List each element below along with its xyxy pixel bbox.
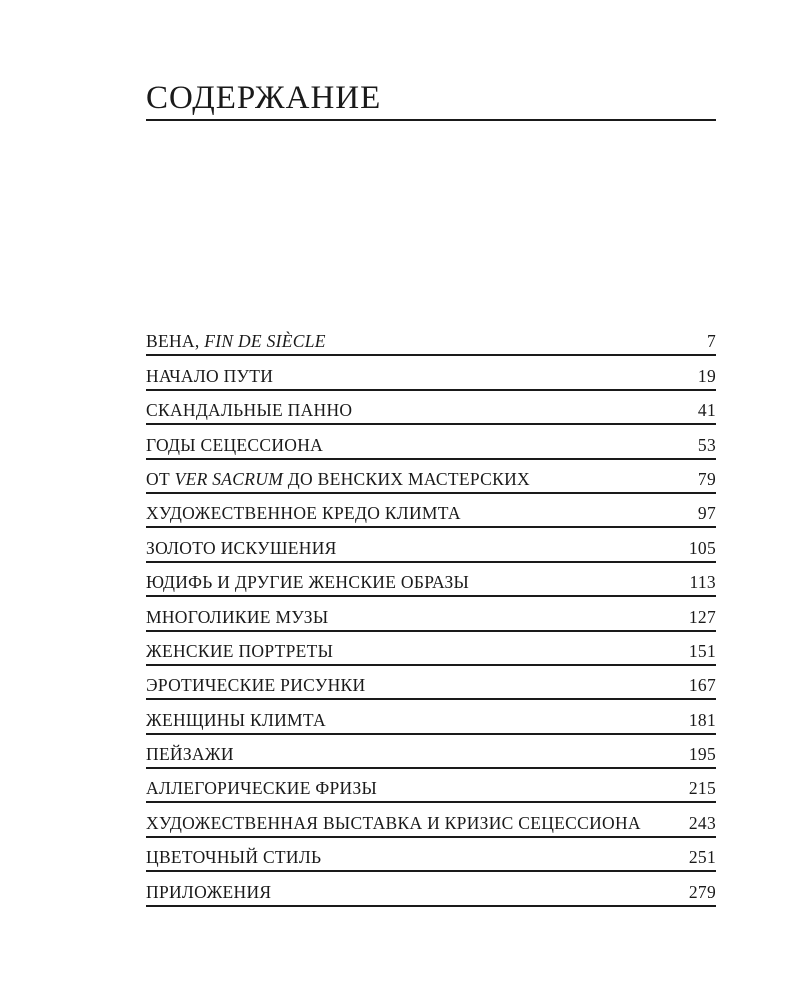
toc-entry-page-number: 79 xyxy=(697,468,716,489)
toc-entry-title xyxy=(146,675,365,696)
toc-entry[interactable] xyxy=(146,597,716,631)
toc-entry-title-part: ЮДИФЬ И ДРУГИЕ ЖЕНСКИЕ ОБРАЗЫ xyxy=(146,572,470,593)
toc-entry-title-part: ЭРОТИЧЕСКИЕ РИСУНКИ xyxy=(146,675,366,696)
toc-entry-title-part: ЗОЛОТО ИСКУШЕНИЯ xyxy=(146,537,337,558)
toc-entry-page-number: 19 xyxy=(697,365,716,386)
toc-entry-title xyxy=(146,847,321,868)
toc-entry-title-italic: FIN DE SIÈCLE xyxy=(204,331,326,352)
toc-entry-page-number: 195 xyxy=(688,744,716,765)
toc-entry-title xyxy=(146,882,271,903)
toc-entry-title-part: ПЕЙЗАЖИ xyxy=(146,744,234,765)
toc-entry[interactable] xyxy=(146,322,716,356)
toc-entry-page-number: 41 xyxy=(697,400,716,421)
toc-entry[interactable] xyxy=(146,632,716,666)
toc-entry-page-number: 105 xyxy=(688,537,716,558)
toc-entry-title-part: ГОДЫ СЕЦЕССИОНА xyxy=(146,434,324,455)
toc-entry-page-number: 243 xyxy=(688,812,716,833)
toc-entry-page-number: 279 xyxy=(688,881,716,902)
toc-entry[interactable] xyxy=(146,528,716,562)
page-title: СОДЕРЖАНИЕ xyxy=(146,82,716,121)
toc-entry[interactable] xyxy=(146,803,716,837)
toc-entry[interactable] xyxy=(146,425,716,459)
toc-entry-title-part: ЖЕНЩИНЫ КЛИМТА xyxy=(146,709,326,730)
toc-entry[interactable] xyxy=(146,460,716,494)
toc-entry-title-part: АЛЛЕГОРИЧЕСКИЕ ФРИЗЫ xyxy=(146,778,378,799)
toc-entry-page-number: 113 xyxy=(689,572,716,593)
toc-entry[interactable] xyxy=(146,735,716,769)
toc-entry-title xyxy=(146,813,641,834)
toc-entry-title-part: ВЕНА, xyxy=(146,331,205,352)
toc-entry[interactable] xyxy=(146,356,716,390)
toc-entry-page-number: 151 xyxy=(688,640,716,661)
toc-entry-page-number: 215 xyxy=(688,778,716,799)
toc-entry-page-number: 53 xyxy=(697,434,716,455)
table-of-contents xyxy=(146,322,716,907)
toc-entry-page-number: 7 xyxy=(706,331,716,352)
toc-entry-title xyxy=(146,400,352,421)
toc-entry[interactable] xyxy=(146,700,716,734)
toc-entry-title-part: ХУДОЖЕСТВЕННОЕ КРЕДО КЛИМТА xyxy=(146,503,461,524)
toc-entry-title xyxy=(146,469,530,490)
toc-entry[interactable] xyxy=(146,391,716,425)
toc-entry-title-part: МНОГОЛИКИЕ МУЗЫ xyxy=(146,606,329,627)
toc-entry-page-number: 181 xyxy=(688,709,716,730)
toc-entry[interactable] xyxy=(146,666,716,700)
toc-entry[interactable] xyxy=(146,563,716,597)
toc-entry-title xyxy=(146,366,273,387)
toc-entry-title xyxy=(146,331,326,352)
toc-entry-title xyxy=(146,503,461,524)
toc-entry-title-part: ЖЕНСКИЕ ПОРТРЕТЫ xyxy=(146,640,334,661)
toc-entry-title xyxy=(146,538,337,559)
toc-entry-title xyxy=(146,641,333,662)
toc-entry[interactable] xyxy=(146,838,716,872)
toc-entry-title-part: ХУДОЖЕСТВЕННАЯ ВЫСТАВКА И КРИЗИС СЕЦЕССИОНА xyxy=(146,812,641,833)
toc-entry-title xyxy=(146,572,469,593)
toc-entry-title-part: ОТ xyxy=(146,468,175,489)
toc-entry-title xyxy=(146,778,377,799)
toc-entry[interactable] xyxy=(146,769,716,803)
toc-entry-page-number: 127 xyxy=(688,606,716,627)
toc-entry-title-italic: VER SACRUM xyxy=(174,468,284,489)
toc-entry-page-number: 251 xyxy=(688,847,716,868)
toc-entry-title-part: ДО ВЕНСКИХ МАСТЕРСКИХ xyxy=(283,468,530,489)
toc-entry[interactable] xyxy=(146,872,716,906)
toc-entry-title-part: СКАНДАЛЬНЫЕ ПАННО xyxy=(146,400,353,421)
toc-entry[interactable] xyxy=(146,494,716,528)
toc-entry-title-part: НАЧАЛО ПУТИ xyxy=(146,365,274,386)
contents-header xyxy=(146,82,716,121)
toc-entry-page-number: 97 xyxy=(697,503,716,524)
toc-entry-title xyxy=(146,435,323,456)
toc-entry-title xyxy=(146,607,328,628)
toc-entry-title-part: ЦВЕТОЧНЫЙ СТИЛЬ xyxy=(146,847,322,868)
toc-entry-title xyxy=(146,710,326,731)
toc-entry-title-part: ПРИЛОЖЕНИЯ xyxy=(146,881,272,902)
toc-entry-page-number: 167 xyxy=(688,675,716,696)
toc-entry-title xyxy=(146,744,234,765)
